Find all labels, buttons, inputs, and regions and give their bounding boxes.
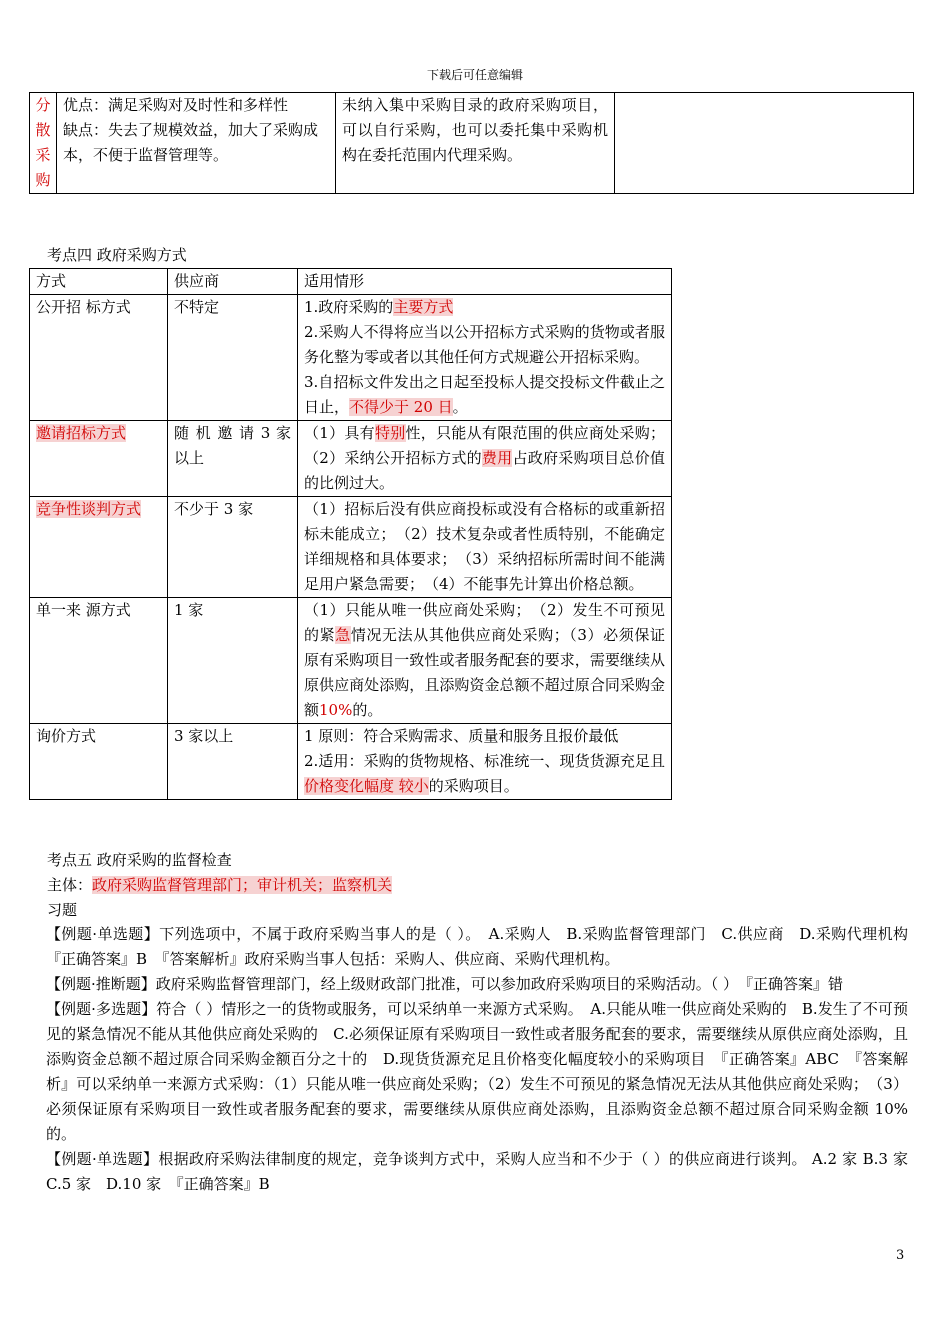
highlight: 价格变化幅度 较小 (304, 777, 429, 795)
supplier-cell: 3 家以上 (168, 724, 298, 800)
table-row (30, 295, 672, 421)
exercises-title: 习题 (47, 901, 78, 919)
exercise-paragraph: 【例题·单选题】根据政府采购法律制度的规定，竞争谈判方式中，采购人应当和不少于（ ）的供应商进行谈判。 A.2 家 B.3 家 C.5 家 D.10 家 『正确答案』B (46, 1150, 924, 1193)
table-row (30, 724, 672, 800)
method-cell: 单一来 源方式 (30, 598, 168, 724)
empty-cell (615, 93, 914, 194)
table-row (30, 598, 672, 724)
column-header: 方式 (30, 269, 168, 295)
exercise-paragraph: 【例题·多选题】符合（ ）情形之一的货物或服务，可以采纳单一来源方式采购。 A.只能从唯一供应商处采购的 B.发生了不可预见的紧急情况不能从其他供应商处采购的 C.必须保证原有采购项目一致性或者服务配套的要求，需要继续从原供应商处添购，且添购资金总额不超过原合同采购金额百分之十的 D.现货货源充足且价格变化幅度较小的采购项目 『正确答案』ABC 『答案解析』可以采纳单一来源方式采购：（1）只能从唯一供应商处采购；（2）发生不可预见的紧急情况无法从其他供应商处采购； （3）必须保证原有采购项目一致性或者服务配套的要求，需要继续从原供应商处添购，且添购资金总额不超过原合同采购金额 10%的。 (46, 1000, 908, 1143)
highlight: 不得少于 20 日 (349, 398, 453, 416)
highlight: 特别 (374, 424, 406, 442)
method-cell: 公开招 标方式 (30, 295, 168, 421)
conditions-cell: （1）只能从唯一供应商处采购； （2）发生不可预见的紧急情况无法从其他供应商处采购；（3）必须保证原有采购项目一致性或者服务配套的要求，需要继续从原供应商处添购，且添购资金总额不超过原合同采购金额10%的。 (298, 598, 672, 724)
highlight: 主要方式 (393, 298, 454, 316)
method-cell: 竞争性谈判方式 (30, 497, 168, 598)
table-row (30, 93, 914, 194)
exercise-paragraph: 【例题·推断题】政府采购监督管理部门，经上级财政部门批准，可以参加政府采购项目的采购活动。（ ） 『正确答案』错 (46, 975, 844, 993)
method-cell: 询价方式 (30, 724, 168, 800)
pros-cons-cell: 优点：满足采购对及时性和多样性 缺点：失去了规模效益，加大了采购成本，不便于监督管理等。 (57, 93, 336, 194)
row-label: 分 散 采 购 (30, 93, 57, 194)
section4-title: 考点四 政府采购方式 (47, 246, 187, 264)
table-header-row (30, 269, 672, 295)
supplier-cell: 不少于 3 家 (168, 497, 298, 598)
column-header: 适用情形 (298, 269, 672, 295)
red-text: 10% (319, 701, 353, 719)
procurement-methods-table (29, 268, 672, 800)
exercise-paragraph: 【例题·单选题】下列选项中，不属于政府采购当事人的是（ ）。 A.采购人 B.采购监督管理部门 C.供应商 D.采购代理机构 『正确答案』B 『答案解析』政府采购当事人包括：采购人、供应商、采购代理机构。 (46, 925, 924, 968)
exercise-list (46, 922, 924, 1197)
method-cell: 邀请招标方式 (30, 421, 168, 497)
highlight: 政府采购监督管理部门；审计机关；监察机关 (92, 876, 393, 894)
column-header: 供应商 (168, 269, 298, 295)
supplier-cell: 1 家 (168, 598, 298, 724)
subject-line: 主体：政府采购监督管理部门；审计机关；监察机关 (47, 876, 393, 894)
highlight: 费用 (481, 449, 513, 467)
supplier-cell: 随 机 邀 请 3 家以上 (168, 421, 298, 497)
conditions-cell: 1.政府采购的主要方式 2.采购人不得将应当以公开招标方式采购的货物或者服务化整为零或者以其他任何方式规避公开招标采购。 3.自招标文件发出之日起至投标人提交投标文件截止之日止，不得少于 20 日。 (298, 295, 672, 421)
table-row (30, 421, 672, 497)
section5-title: 考点五 政府采购的监督检查 (47, 851, 232, 869)
table-row (30, 497, 672, 598)
conditions-cell: （1）具有特别性，只能从有限范围的供应商处采购；（2）采纳公开招标方式的费用占政府采购项目总价值的比例过大。 (298, 421, 672, 497)
page-header: 下载后可任意编辑 (426, 68, 523, 82)
page-number: 3 (896, 1248, 905, 1263)
supplier-cell: 不特定 (168, 295, 298, 421)
scope-cell: 未纳入集中采购目录的政府采购项目，可以自行采购，也可以委托集中采购机构在委托范围内代理采购。 (336, 93, 615, 194)
decentralized-procurement-table (29, 92, 914, 194)
conditions-cell: 1 原则：符合采购需求、质量和服务且报价最低 2.适用：采购的货物规格、标准统一、现货货源充足且价格变化幅度 较小的采购项目。 (298, 724, 672, 800)
highlight: 急 (335, 626, 351, 644)
conditions-cell: （1）招标后没有供应商投标或没有合格标的或重新招标未能成立； （2）技术复杂或者性质特别，不能确定详细规格和具体要求； （3）采纳招标所需时间不能满足用户紧急需要； （4）不能事先计算出价格总额。 (298, 497, 672, 598)
